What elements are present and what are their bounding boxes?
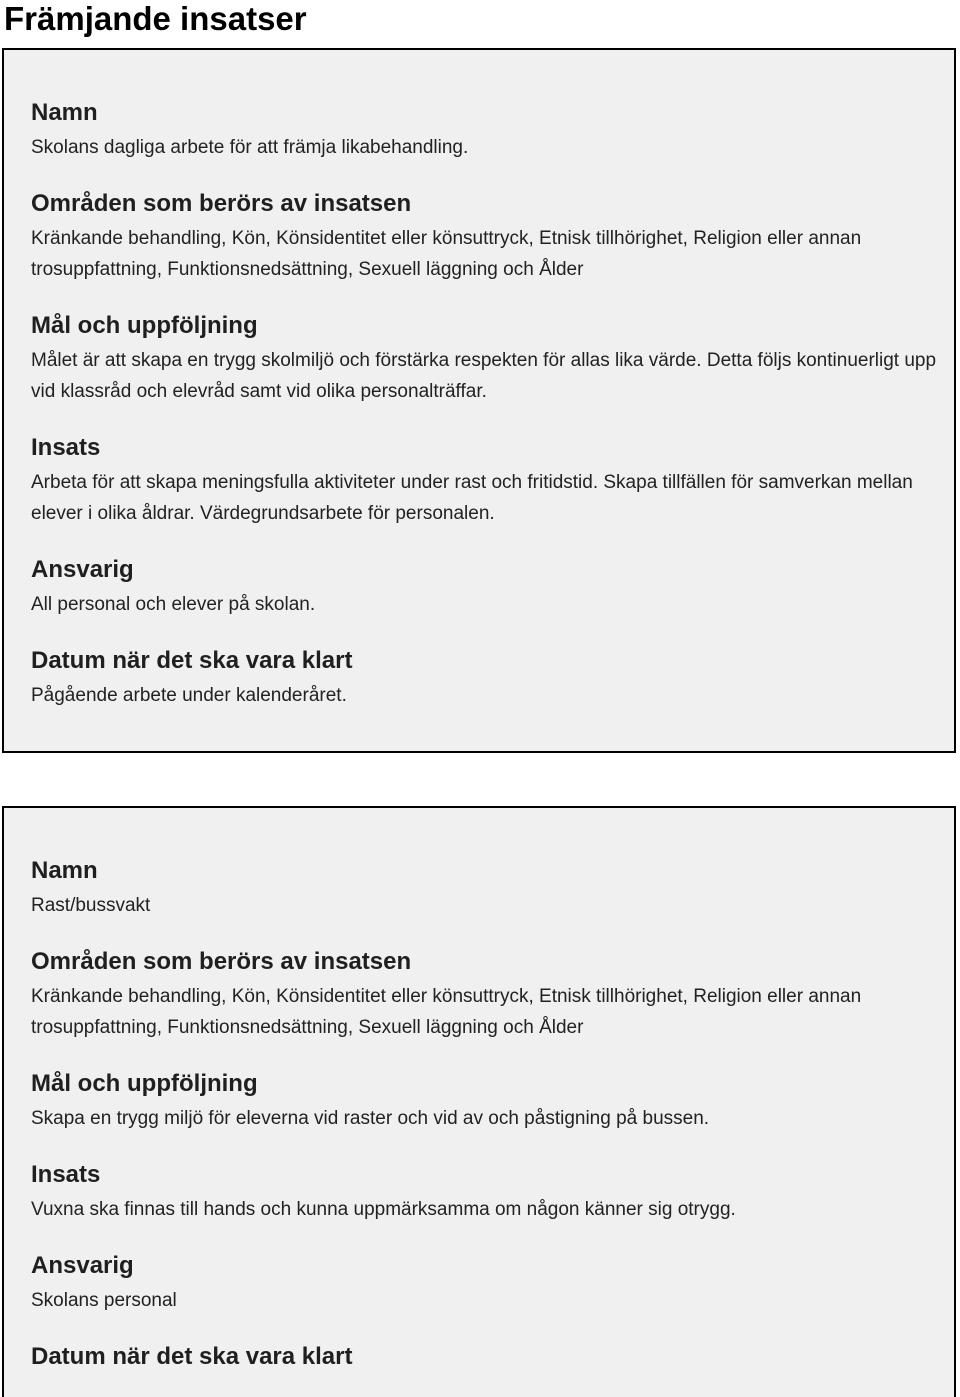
name-value: Skolans dagliga arbete för att främja likabehandling. — [31, 137, 469, 158]
deadline-value: Pågående arbete under kalenderåret. — [31, 685, 347, 706]
responsible-value: Skolans personal — [31, 1290, 177, 1311]
action-heading: Insats — [31, 1161, 101, 1188]
action-value: Arbeta för att skapa meningsfulla aktiviteter under rast och fritidstid. Skapa tillfällen för samverkan mellan elever i olika åldrar. Värdegrundsarbete för personalen. — [31, 472, 913, 524]
goal-heading: Mål och uppföljning — [31, 1070, 258, 1097]
responsible-value: All personal och elever på skolan. — [31, 594, 316, 615]
name-value: Rast/bussvakt — [31, 895, 151, 916]
action-heading: Insats — [31, 434, 101, 461]
insats-card — [2, 806, 956, 1397]
deadline-heading: Datum när det ska vara klart — [31, 647, 353, 674]
insats-card — [2, 48, 956, 753]
page-title: Främjande insatser — [4, 0, 307, 37]
areas-value: Kränkande behandling, Kön, Könsidentitet eller könsuttryck, Etnisk tillhörighet, Religion eller annan trosuppfattning, Funktionsnedsättning, Sexuell läggning och Ålder — [31, 228, 862, 280]
goal-value: Skapa en trygg miljö för eleverna vid raster och vid av och påstigning på bussen. — [31, 1108, 710, 1129]
name-heading: Namn — [31, 857, 98, 884]
goal-heading: Mål och uppföljning — [31, 312, 258, 339]
areas-value: Kränkande behandling, Kön, Könsidentitet eller könsuttryck, Etnisk tillhörighet, Religion eller annan trosuppfattning, Funktionsnedsättning, Sexuell läggning och Ålder — [31, 986, 862, 1038]
areas-heading: Områden som berörs av insatsen — [31, 948, 412, 975]
goal-value: Målet är att skapa en trygg skolmiljö och förstärka respekten för allas lika värde. Detta följs kontinuerligt upp vid klassråd och elevråd samt vid olika personalträffar. — [31, 350, 937, 402]
areas-heading: Områden som berörs av insatsen — [31, 190, 412, 217]
action-value: Vuxna ska finnas till hands och kunna uppmärksamma om någon känner sig otrygg. — [31, 1199, 736, 1220]
responsible-heading: Ansvarig — [31, 1252, 134, 1279]
deadline-heading: Datum när det ska vara klart — [31, 1343, 353, 1370]
name-heading: Namn — [31, 99, 98, 126]
responsible-heading: Ansvarig — [31, 556, 134, 583]
